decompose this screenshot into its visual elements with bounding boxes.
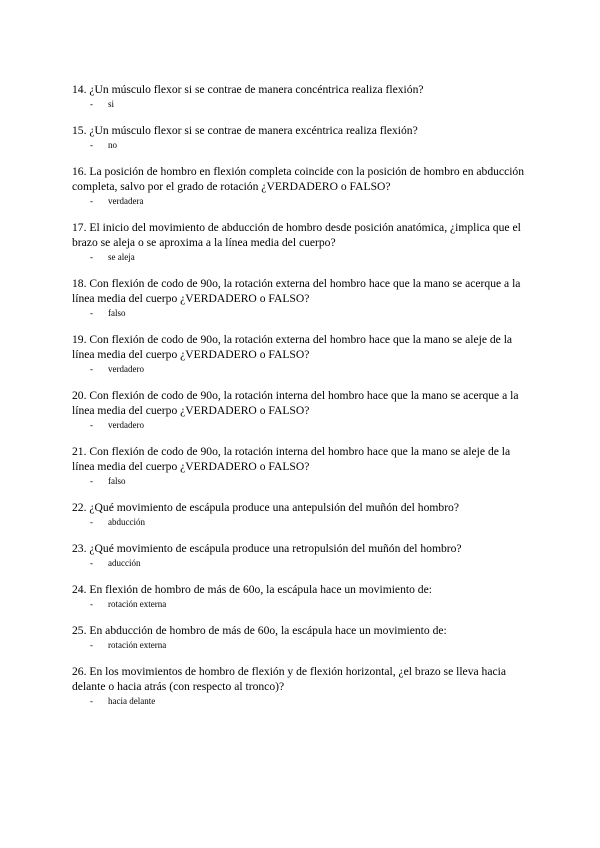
- bullet-dash: -: [90, 558, 93, 568]
- bullet-dash: -: [90, 99, 93, 109]
- answer-item: [72, 695, 528, 707]
- qa-item-26: [72, 664, 528, 707]
- answer-text: se aleja: [108, 252, 135, 262]
- answer-text: aducción: [108, 558, 141, 568]
- answer-item: [72, 307, 528, 319]
- answer-item: [72, 598, 528, 610]
- bullet-dash: -: [90, 196, 93, 206]
- answer-text: verdadera: [108, 196, 144, 206]
- answer-item: [72, 139, 528, 151]
- answer-text: abducción: [108, 517, 145, 527]
- bullet-dash: -: [90, 517, 93, 527]
- question-text: 21. Con flexión de codo de 90o, la rotación interna del hombro hace que la mano se aleje de la línea media del cuerpo ¿VERDADERO o FALSO?: [72, 445, 511, 473]
- answer-item: [72, 98, 528, 110]
- qa-item-25: [72, 623, 528, 651]
- bullet-dash: -: [90, 696, 93, 706]
- bullet-dash: -: [90, 599, 93, 609]
- qa-item-14: [72, 82, 528, 110]
- bullet-dash: -: [90, 140, 93, 150]
- question-text: 26. En los movimientos de hombro de flexión y de flexión horizontal, ¿el brazo se lleva hacia delante o hacia atrás (con respecto al tronco)?: [72, 665, 506, 693]
- qa-item-15: [72, 123, 528, 151]
- answer-item: [72, 475, 528, 487]
- qa-item-17: [72, 220, 528, 263]
- bullet-dash: -: [90, 420, 93, 430]
- answer-item: [72, 419, 528, 431]
- answer-text: falso: [108, 308, 126, 318]
- answer-text: verdadero: [108, 364, 144, 374]
- answer-text: no: [108, 140, 117, 150]
- answer-text: rotación externa: [108, 640, 167, 650]
- question-text: 22. ¿Qué movimiento de escápula produce una antepulsión del muñón del hombro?: [72, 501, 459, 514]
- bullet-dash: -: [90, 252, 93, 262]
- answer-item: [72, 251, 528, 263]
- question-text: 16. La posición de hombro en flexión completa coincide con la posición de hombro en abducción completa, salvo por el grado de rotación ¿VERDADERO o FALSO?: [72, 165, 525, 193]
- question-text: 20. Con flexión de codo de 90o, la rotación interna del hombro hace que la mano se acerque a la línea media del cuerpo ¿VERDADERO o FALSO?: [72, 389, 519, 417]
- answer-text: hacia delante: [108, 696, 156, 706]
- question-text: 18. Con flexión de codo de 90o, la rotación externa del hombro hace que la mano se acerque a la línea media del cuerpo ¿VERDADERO o FALSO?: [72, 277, 521, 305]
- question-text: 25. En abducción de hombro de más de 60o, la escápula hace un movimiento de:: [72, 624, 447, 637]
- answer-item: [72, 557, 528, 569]
- qa-item-16: [72, 164, 528, 207]
- question-text: 23. ¿Qué movimiento de escápula produce una retropulsión del muñón del hombro?: [72, 542, 462, 555]
- bullet-dash: -: [90, 308, 93, 318]
- question-text: 24. En flexión de hombro de más de 60o, la escápula hace un movimiento de:: [72, 583, 432, 596]
- question-text: 17. El inicio del movimiento de abducción de hombro desde posición anatómica, ¿implica que el brazo se aleja o se aproxima a la línea media del cuerpo?: [72, 221, 521, 249]
- qa-item-24: [72, 582, 528, 610]
- answer-text: verdadero: [108, 420, 144, 430]
- question-text: 15. ¿Un músculo flexor si se contrae de manera excéntrica realiza flexión?: [72, 124, 418, 137]
- qa-item-19: [72, 332, 528, 375]
- answer-item: [72, 639, 528, 651]
- bullet-dash: -: [90, 476, 93, 486]
- answer-item: [72, 363, 528, 375]
- answer-item: [72, 516, 528, 528]
- qa-item-20: [72, 388, 528, 431]
- qa-item-18: [72, 276, 528, 319]
- qa-item-23: [72, 541, 528, 569]
- question-text: 14. ¿Un músculo flexor si se contrae de manera concéntrica realiza flexión?: [72, 83, 424, 96]
- qa-item-21: [72, 444, 528, 487]
- answer-text: si: [108, 99, 115, 109]
- bullet-dash: -: [90, 364, 93, 374]
- answer-item: [72, 195, 528, 207]
- answer-text: falso: [108, 476, 126, 486]
- question-text: 19. Con flexión de codo de 90o, la rotación externa del hombro hace que la mano se aleje de la línea media del cuerpo ¿VERDADERO o FALSO?: [72, 333, 513, 361]
- document-page: [72, 82, 528, 707]
- answer-text: rotación externa: [108, 599, 167, 609]
- qa-item-22: [72, 500, 528, 528]
- bullet-dash: -: [90, 640, 93, 650]
